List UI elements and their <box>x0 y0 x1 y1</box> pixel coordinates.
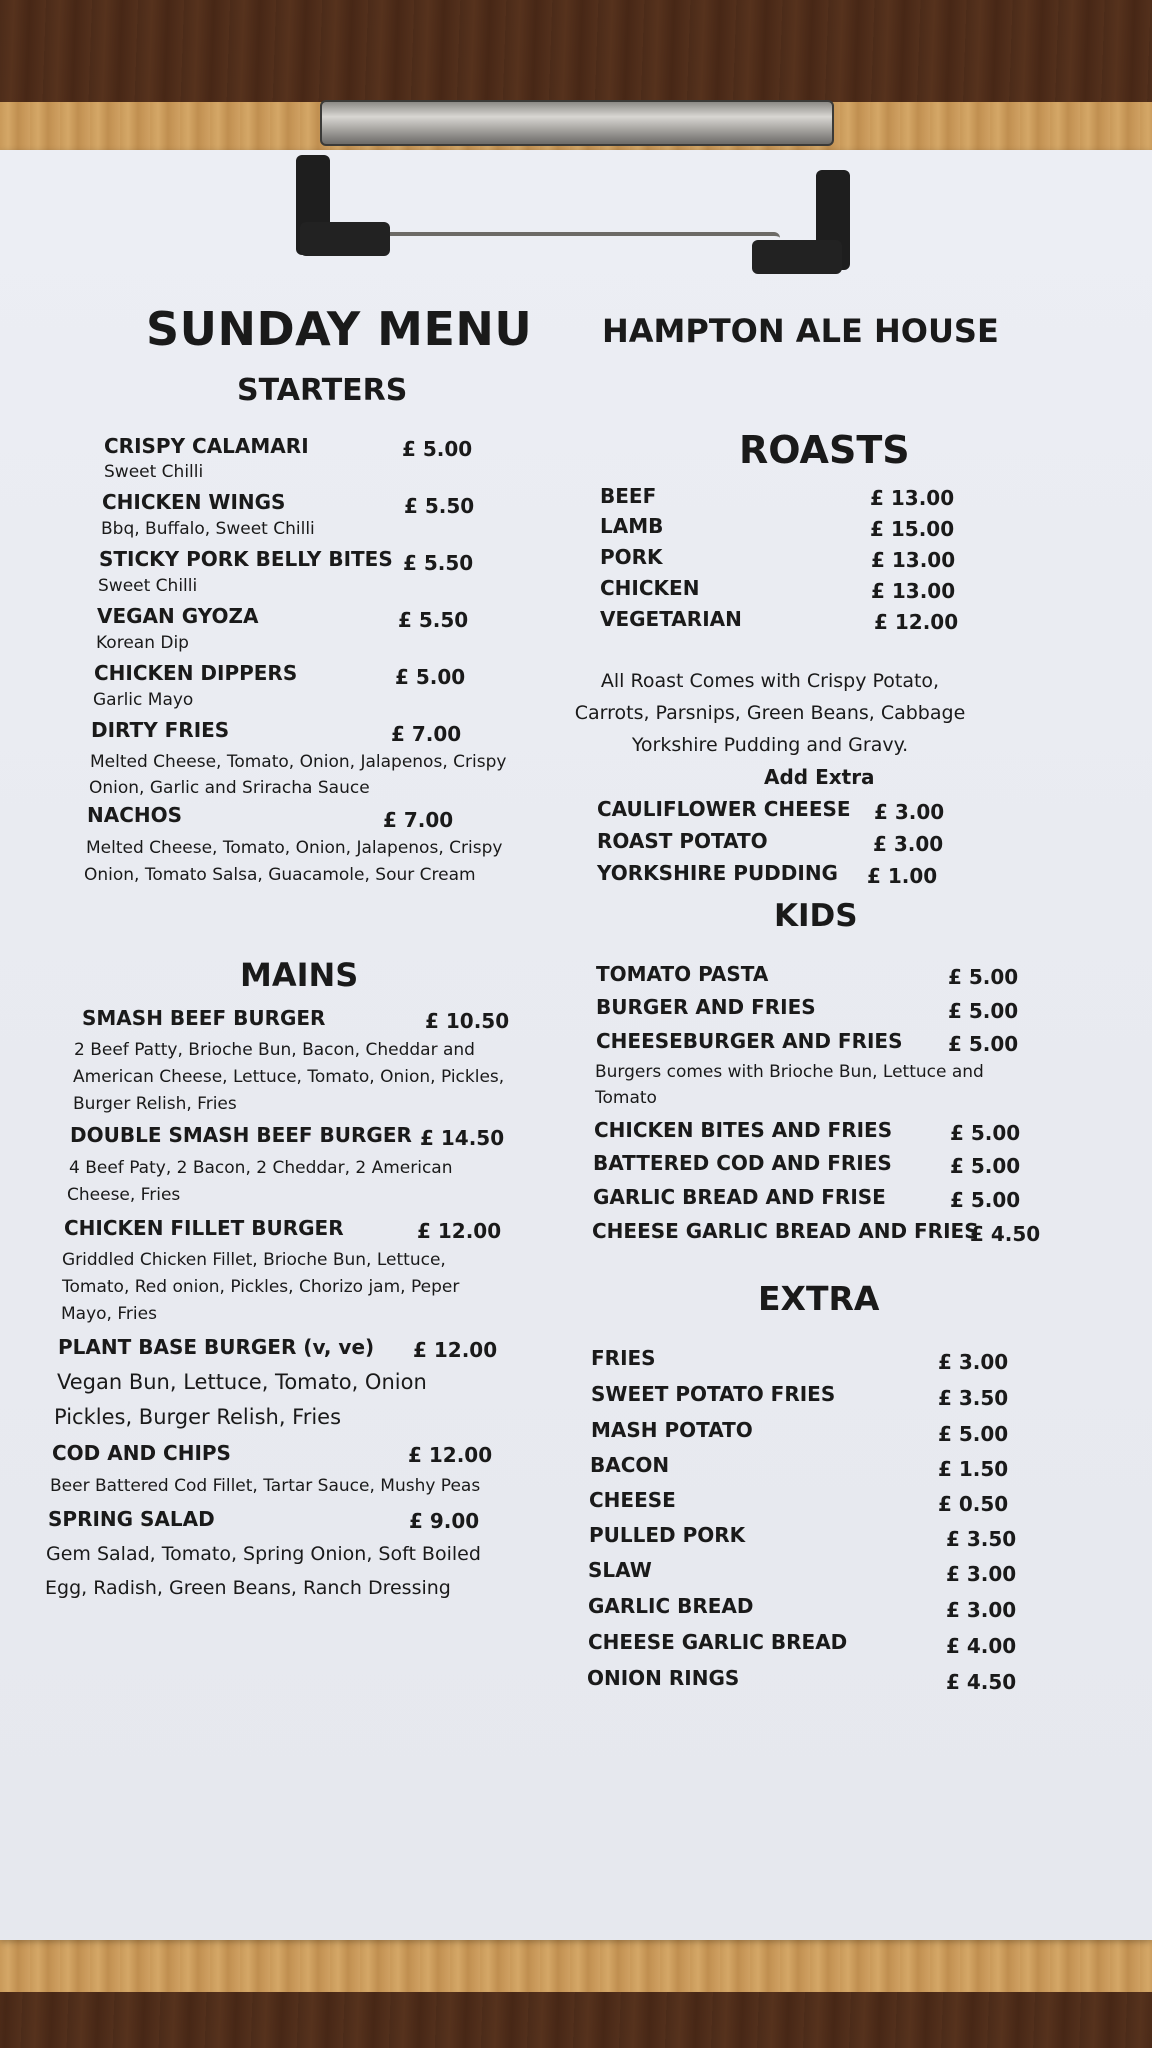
kids-name: CHEESEBURGER AND FRIES <box>596 1029 903 1053</box>
extra-name: CHEESE <box>589 1488 676 1512</box>
extra-heading: EXTRA <box>758 1279 880 1318</box>
main-name: DOUBLE SMASH BEEF BURGER <box>70 1123 412 1147</box>
kids-price: £ 5.00 <box>948 1032 1019 1056</box>
starter-price: £ 5.00 <box>402 437 473 461</box>
starter-price: £ 5.50 <box>404 494 475 518</box>
extra-name: BACON <box>590 1453 670 1477</box>
extra-price: £ 3.00 <box>946 1562 1017 1586</box>
roast-extra-price: £ 3.00 <box>874 800 945 824</box>
roast-price: £ 13.00 <box>870 486 955 510</box>
main-price: £ 12.00 <box>413 1338 498 1362</box>
extra-name: CHEESE GARLIC BREAD <box>588 1630 848 1654</box>
kids-price: £ 5.00 <box>950 1188 1021 1212</box>
clip-foot-left <box>300 222 390 256</box>
main-desc: Gem Salad, Tomato, Spring Onion, Soft Boiled <box>46 1543 481 1565</box>
starter-price: £ 5.50 <box>403 551 474 575</box>
kids-name: BURGER AND FRIES <box>596 995 816 1019</box>
extra-price: £ 3.50 <box>938 1386 1009 1410</box>
roast-price: £ 13.00 <box>871 548 956 572</box>
roast-price: £ 12.00 <box>874 610 959 634</box>
roast-name: BEEF <box>600 484 657 508</box>
starter-name: VEGAN GYOZA <box>97 604 259 628</box>
extra-name: FRIES <box>591 1346 656 1370</box>
main-desc: Vegan Bun, Lettuce, Tomato, Onion <box>57 1370 427 1394</box>
starters-heading: STARTERS <box>237 373 408 408</box>
main-name: SMASH BEEF BURGER <box>82 1006 326 1030</box>
main-name: SPRING SALAD <box>48 1507 215 1531</box>
starter-name: STICKY PORK BELLY BITES <box>99 547 393 571</box>
extra-price: £ 0.50 <box>938 1492 1009 1516</box>
starter-price: £ 7.00 <box>383 808 454 832</box>
main-price: £ 12.00 <box>417 1219 502 1243</box>
clip-foot-right <box>752 240 842 274</box>
starter-desc: Melted Cheese, Tomato, Onion, Jalapenos, Crispy <box>90 752 507 772</box>
kids-price: £ 5.00 <box>948 965 1019 989</box>
main-desc: 2 Beef Patty, Brioche Bun, Bacon, Cheddar and <box>74 1040 475 1060</box>
kids-name: TOMATO PASTA <box>596 962 769 986</box>
kids-name: CHICKEN BITES AND FRIES <box>594 1118 893 1142</box>
main-price: £ 14.50 <box>420 1126 505 1150</box>
starter-desc: Sweet Chilli <box>98 576 198 596</box>
main-desc: Beer Battered Cod Fillet, Tartar Sauce, Mushy Peas <box>50 1476 481 1496</box>
roast-name: CHICKEN <box>600 576 700 600</box>
roast-price: £ 13.00 <box>871 579 956 603</box>
kids-price: £ 5.00 <box>950 1121 1021 1145</box>
main-desc: Burger Relish, Fries <box>73 1094 237 1114</box>
starter-name: CHICKEN WINGS <box>102 490 286 514</box>
main-price: £ 9.00 <box>409 1509 480 1533</box>
main-name: PLANT BASE BURGER (v, ve) <box>58 1335 375 1359</box>
main-desc: Cheese, Fries <box>67 1185 181 1205</box>
extra-price: £ 1.50 <box>938 1457 1009 1481</box>
roast-extra-name: YORKSHIRE PUDDING <box>597 861 838 885</box>
main-desc: Tomato, Red onion, Pickles, Chorizo jam, Peper <box>62 1277 460 1297</box>
roasts-heading: ROASTS <box>739 428 910 472</box>
starter-name: NACHOS <box>87 803 183 827</box>
extra-name: PULLED PORK <box>589 1523 746 1547</box>
main-name: COD AND CHIPS <box>52 1441 231 1465</box>
starter-desc: Melted Cheese, Tomato, Onion, Jalapenos, Crispy <box>86 838 503 858</box>
main-price: £ 12.00 <box>408 1443 493 1467</box>
main-price: £ 10.50 <box>425 1009 510 1033</box>
main-desc: Pickles, Burger Relish, Fries <box>54 1405 342 1429</box>
clip-wire <box>360 232 780 246</box>
starter-name: CHICKEN DIPPERS <box>94 661 298 685</box>
main-desc: American Cheese, Lettuce, Tomato, Onion, Pickles, <box>73 1067 505 1087</box>
starter-price: £ 5.00 <box>395 665 466 689</box>
main-name: CHICKEN FILLET BURGER <box>64 1216 344 1240</box>
add-extra-heading: Add Extra <box>764 765 875 789</box>
roast-name: PORK <box>600 545 663 569</box>
main-desc: 4 Beef Paty, 2 Bacon, 2 Cheddar, 2 American <box>69 1158 453 1178</box>
menu-title: SUNDAY MENU <box>146 302 533 356</box>
starter-desc: Korean Dip <box>96 633 189 653</box>
roast-note: Carrots, Parsnips, Green Beans, Cabbage <box>574 702 966 724</box>
extra-name: SWEET POTATO FRIES <box>591 1382 836 1406</box>
kids-price: £ 4.50 <box>970 1222 1041 1246</box>
kids-heading: KIDS <box>774 898 858 934</box>
extra-price: £ 4.50 <box>946 1670 1017 1694</box>
extra-price: £ 3.50 <box>946 1527 1017 1551</box>
extra-name: ONION RINGS <box>587 1666 740 1690</box>
starter-price: £ 7.00 <box>391 722 462 746</box>
main-desc: Egg, Radish, Green Beans, Ranch Dressing <box>45 1577 451 1599</box>
extra-name: GARLIC BREAD <box>588 1594 754 1618</box>
pub-name: HAMPTON ALE HOUSE <box>602 312 999 350</box>
extra-name: MASH POTATO <box>591 1418 753 1442</box>
roast-price: £ 15.00 <box>870 517 955 541</box>
starter-desc: Onion, Tomato Salsa, Guacamole, Sour Cream <box>84 865 476 885</box>
kids-name: BATTERED COD AND FRIES <box>593 1151 892 1175</box>
kids-name: GARLIC BREAD AND FRISE <box>593 1185 886 1209</box>
roast-name: LAMB <box>600 514 664 538</box>
starter-desc: Garlic Mayo <box>93 690 194 710</box>
kids-note: Burgers comes with Brioche Bun, Lettuce and <box>595 1062 984 1082</box>
mains-heading: MAINS <box>240 956 359 994</box>
starter-desc: Bbq, Buffalo, Sweet Chilli <box>101 519 315 539</box>
extra-price: £ 5.00 <box>938 1422 1009 1446</box>
kids-name: CHEESE GARLIC BREAD AND FRIES <box>592 1219 979 1243</box>
clip-bar <box>320 100 834 146</box>
extra-price: £ 3.00 <box>938 1350 1009 1374</box>
roast-extra-price: £ 3.00 <box>873 832 944 856</box>
starter-desc: Onion, Garlic and Sriracha Sauce <box>89 778 370 798</box>
main-desc: Griddled Chicken Fillet, Brioche Bun, Lettuce, <box>62 1250 446 1270</box>
starter-name: CRISPY CALAMARI <box>104 434 309 458</box>
roast-note: Yorkshire Pudding and Gravy. <box>631 734 909 756</box>
starter-price: £ 5.50 <box>398 608 469 632</box>
roast-extra-name: CAULIFLOWER CHEESE <box>597 797 851 821</box>
extra-name: SLAW <box>588 1558 652 1582</box>
kids-price: £ 5.00 <box>950 1154 1021 1178</box>
roast-extra-name: ROAST POTATO <box>597 829 768 853</box>
starter-name: DIRTY FRIES <box>91 718 230 742</box>
extra-price: £ 3.00 <box>946 1598 1017 1622</box>
extra-price: £ 4.00 <box>946 1634 1017 1658</box>
roast-note: All Roast Comes with Crispy Potato, <box>600 670 940 692</box>
kids-note: Tomato <box>595 1088 657 1108</box>
kids-price: £ 5.00 <box>948 999 1019 1023</box>
roast-name: VEGETARIAN <box>600 607 742 631</box>
roast-extra-price: £ 1.00 <box>867 864 938 888</box>
main-desc: Mayo, Fries <box>61 1304 157 1324</box>
starter-desc: Sweet Chilli <box>104 462 204 482</box>
